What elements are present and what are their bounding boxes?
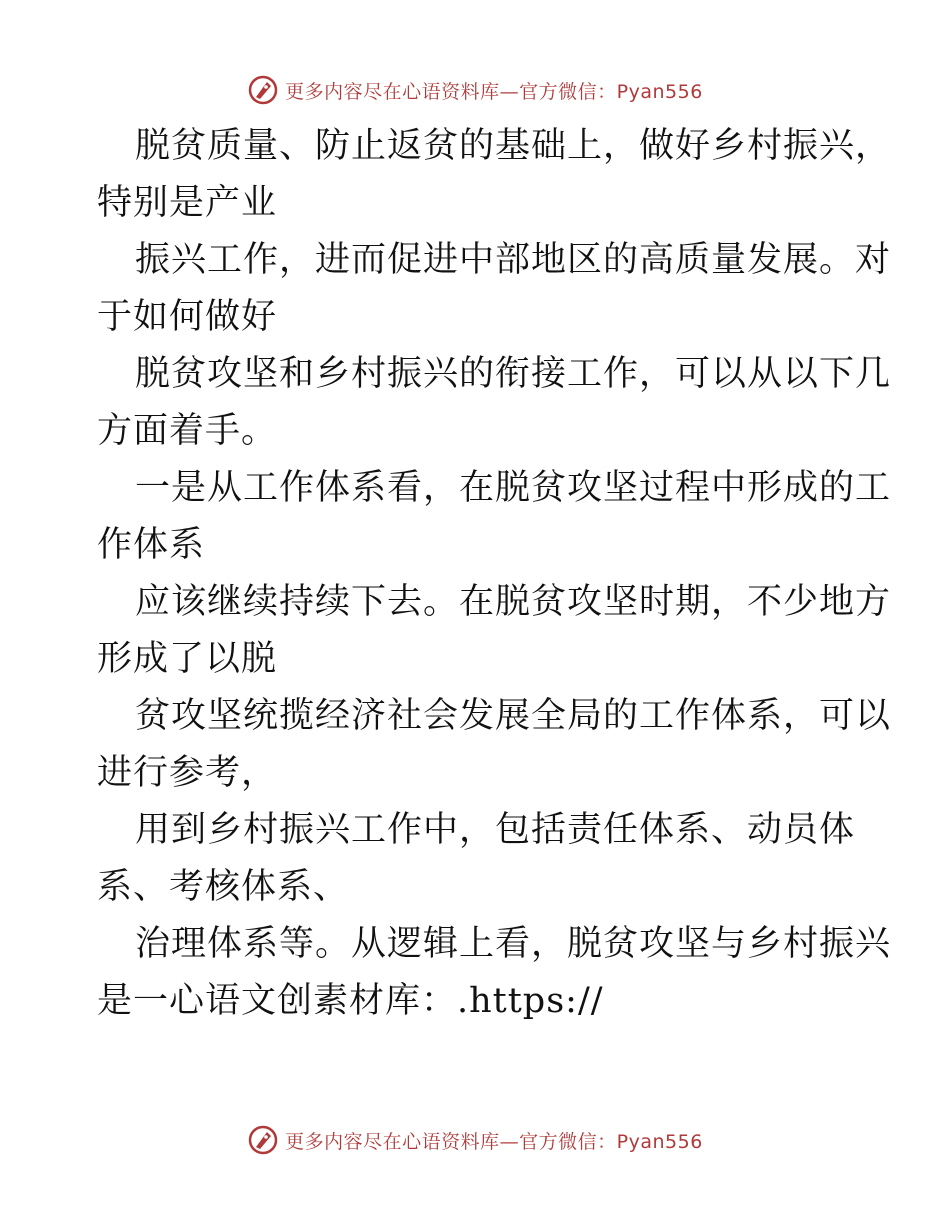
header-banner bbox=[0, 70, 950, 110]
footer-banner bbox=[0, 1120, 950, 1160]
paragraph: 振兴工作，进而促进中部地区的高质量发展。对 于如何做好 bbox=[97, 240, 892, 337]
paragraph: 贫攻坚统揽经济社会发展全局的工作体系，可以 进行参考， bbox=[97, 696, 892, 793]
paragraph: 一是从工作体系看，在脱贫攻坚过程中形成的工 作体系 bbox=[97, 468, 892, 565]
banner-text: 更多内容尽在心语资料库—官方微信：Pyan556 bbox=[285, 1130, 703, 1153]
paragraph: 脱贫质量、防止返贫的基础上，做好乡村振兴， 特别是产业 bbox=[97, 126, 892, 223]
paragraph: 治理体系等。从逻辑上看，脱贫攻坚与乡村振兴 是一心语文创素材库：.https:// bbox=[97, 924, 892, 1021]
paragraph: 应该继续持续下去。在脱贫攻坚时期，不少地方 形成了以脱 bbox=[97, 582, 892, 679]
banner-text: 更多内容尽在心语资料库—官方微信：Pyan556 bbox=[285, 80, 703, 103]
paragraph: 脱贫攻坚和乡村振兴的衔接工作，可以从以下几 方面着手。 bbox=[97, 354, 892, 451]
paragraph: 用到乡村振兴工作中，包括责任体系、动员体 系、考核体系、 bbox=[97, 810, 856, 907]
pen-nib-icon bbox=[247, 74, 279, 106]
document-body bbox=[97, 118, 892, 1030]
pen-nib-icon bbox=[247, 1124, 279, 1156]
